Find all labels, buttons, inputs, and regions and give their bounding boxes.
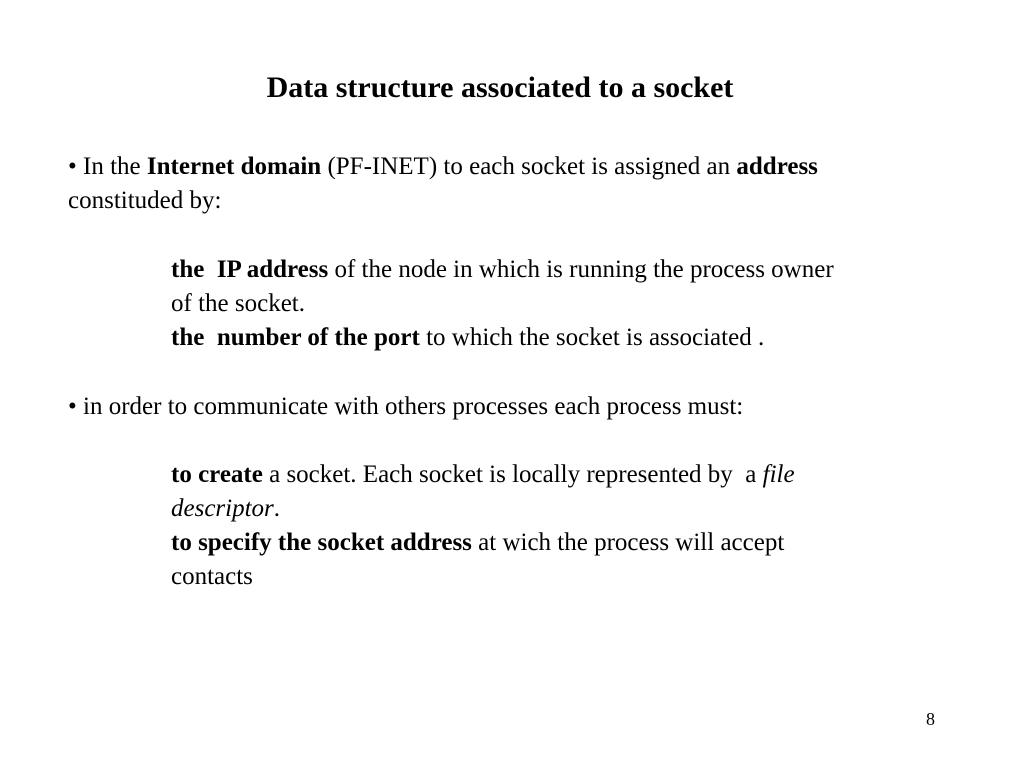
item3-rest-text: a socket. Each socket is locally represented by a (269, 461, 757, 488)
bullet1-pre-text: In the (83, 153, 141, 180)
port-number-term: the number of the port (171, 324, 420, 351)
item3-period: . (273, 495, 281, 522)
item1-line1 (171, 253, 834, 287)
descriptor-term: descriptor (171, 495, 274, 522)
bullet1-mid-text: (PF-INET) to each socket is assigned an (327, 153, 731, 180)
item1-line2: of the socket. (171, 290, 305, 317)
item3-line1 (171, 458, 795, 492)
item3-line2 (171, 492, 280, 526)
page-number: 8 (926, 709, 935, 729)
ip-address-term: the IP address (171, 256, 329, 283)
bullet1-line2: constituded by: (68, 187, 222, 214)
bullet1-marker: • (68, 153, 77, 180)
item4-line2: contacts (171, 563, 253, 590)
file-term: file (762, 461, 795, 488)
bullet2-line (68, 390, 743, 424)
item1-rest-text: of the node in which is running the process owner (334, 256, 834, 283)
bullet2-marker: • (68, 393, 77, 420)
item4-rest-text: at wich the process will accept (478, 529, 785, 556)
item2-line (171, 321, 764, 355)
internet-domain-term: Internet domain (146, 153, 322, 180)
to-create-term: to create (171, 461, 263, 488)
specify-address-term: to specify the socket address (171, 529, 472, 556)
slide-title: Data structure associated to a socket (266, 71, 734, 104)
item2-rest-text: to which the socket is associated . (426, 324, 765, 351)
bullet2-text: in order to communicate with others processes each process must: (83, 393, 744, 420)
item4-line1 (171, 526, 784, 560)
bullet1-line1 (68, 150, 818, 184)
address-term: address (736, 153, 818, 180)
